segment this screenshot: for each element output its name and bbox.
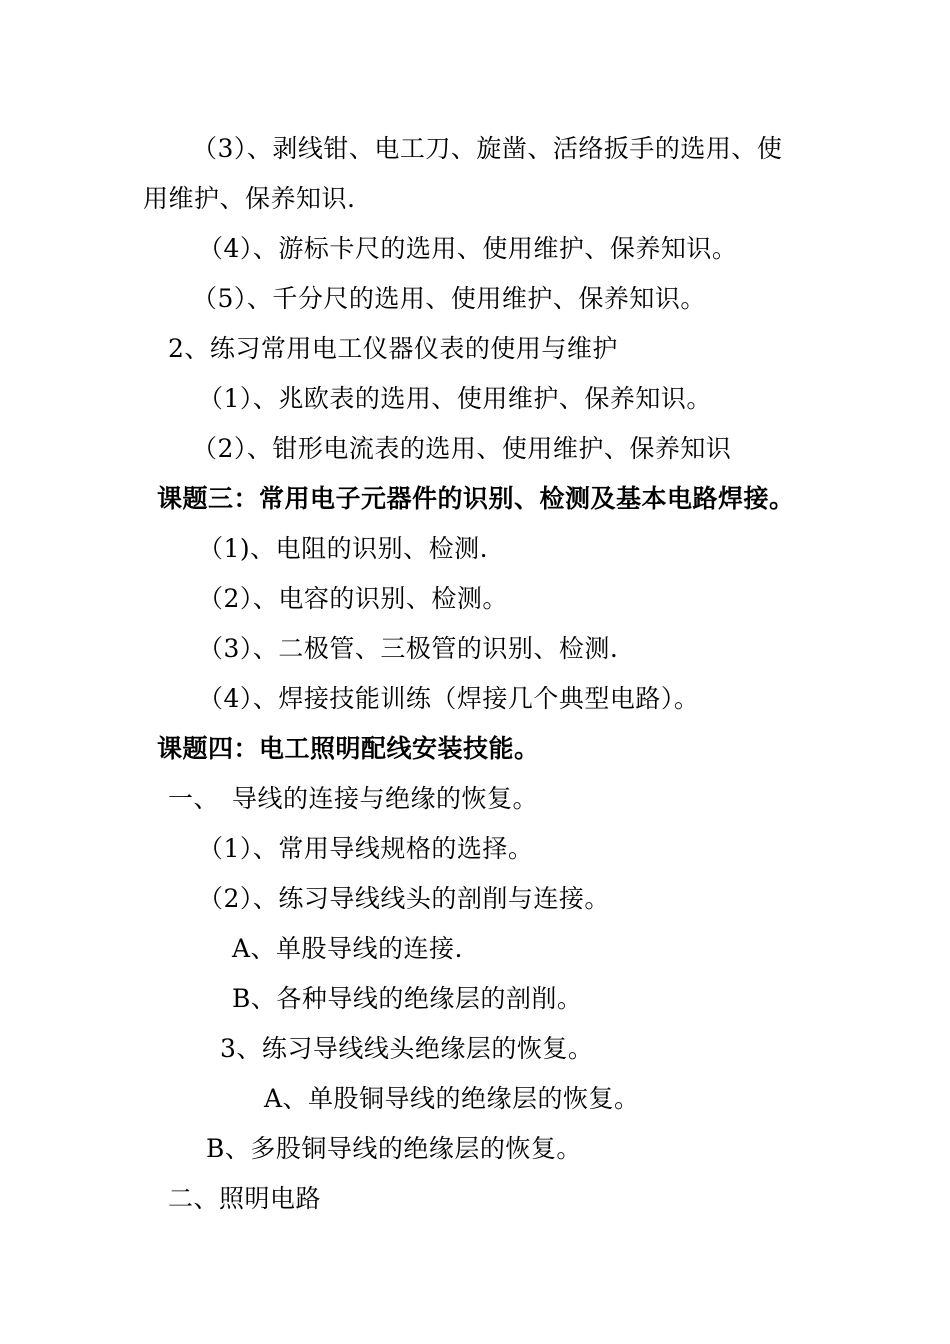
text-line-diode-transistor: （3）、二极管、三极管的识别、检测. — [198, 634, 619, 663]
text-line-single-copper: A、单股铜导线的绝缘层的恢复。 — [264, 1084, 640, 1113]
text-line-wire-connection: 一、 导线的连接与绝缘的恢复。 — [168, 784, 539, 813]
text-line-single-strand: A、单股导线的连接. — [232, 934, 464, 963]
text-line-megohmmeter: （1）、兆欧表的选用、使用维护、保养知识。 — [198, 384, 712, 413]
section-heading-topic-4: 课题四：电工照明配线安装技能。 — [157, 734, 540, 763]
text-line-clamp-meter: （2）、钳形电流表的选用、使用维护、保养知识 — [192, 434, 732, 463]
text-line-capacitor: （2）、电容的识别、检测。 — [198, 584, 508, 613]
text-line-insulation-restore: 3、练习导线线头绝缘层的恢复。 — [220, 1034, 594, 1063]
text-line-resistor: （1)、电阻的识别、检测. — [198, 534, 489, 563]
text-line-soldering: （4）、焊接技能训练（焊接几个典型电路）。 — [198, 684, 700, 713]
text-line-micrometer: （5）、千分尺的选用、使用维护、保养知识。 — [192, 284, 706, 313]
text-line-vernier: （4）、游标卡尺的选用、使用维护、保养知识。 — [198, 234, 738, 263]
text-line-wire-spec: （1）、常用导线规格的选择。 — [198, 834, 534, 863]
text-line-lighting-circuit: 二、照明电路 — [168, 1184, 322, 1213]
text-line-wire-stripping: （2）、练习导线线头的剖削与连接。 — [198, 884, 610, 913]
text-line-tools-cont: 用维护、保养知识. — [143, 184, 356, 213]
text-line-multi-copper: B、多股铜导线的绝缘层的恢复。 — [206, 1134, 582, 1163]
text-line-instruments-heading: 2、练习常用电工仪器仪表的使用与维护 — [168, 334, 618, 363]
text-line-tools: （3）、剥线钳、电工刀、旋凿、活络扳手的选用、使 — [192, 134, 783, 163]
text-line-insulation-strip: B、各种导线的绝缘层的剖削。 — [232, 984, 583, 1013]
section-heading-topic-3: 课题三：常用电子元器件的识别、检测及基本电路焊接。 — [157, 484, 795, 513]
